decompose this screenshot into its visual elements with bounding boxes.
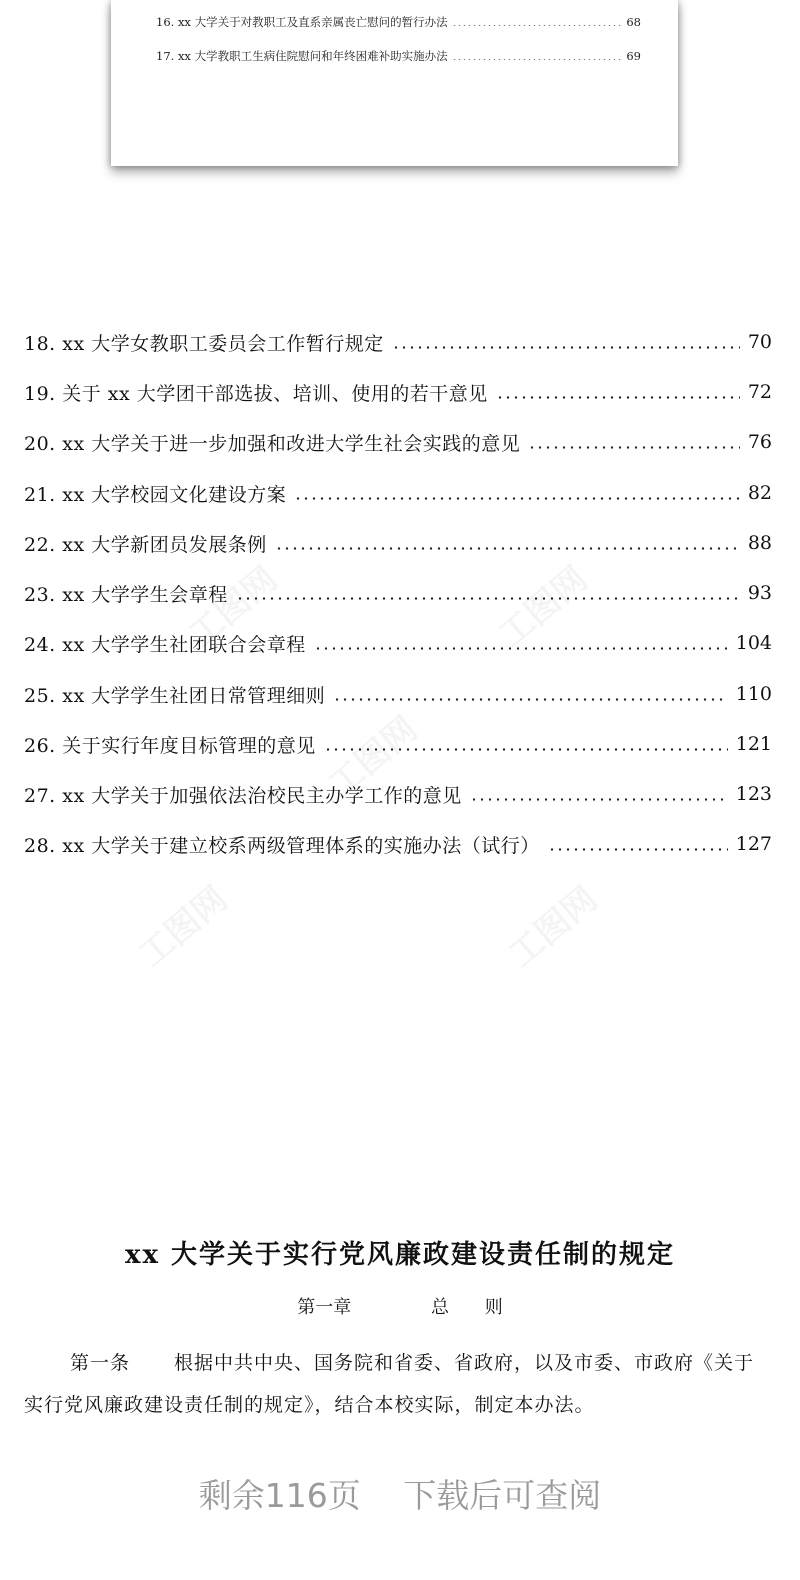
toc-entry-title: 22. xx 大学新团员发展条例: [24, 533, 267, 556]
toc-entry[interactable]: [24, 829, 772, 859]
toc-entry-title: 28. xx 大学关于建立校系两级管理体系的实施办法（试行）: [24, 834, 540, 857]
toc-entry-title: 27. xx 大学关于加强依法治校民主办学工作的意见: [24, 784, 462, 807]
toc-entry-page: 72: [747, 381, 772, 403]
dot-leader: [333, 698, 728, 701]
toc-entry[interactable]: [24, 377, 772, 407]
toc-entry-title: 20. xx 大学关于进一步加强和改进大学生社会实践的意见: [24, 432, 521, 455]
dot-leader: [236, 597, 740, 600]
dot-leader: [294, 497, 740, 500]
document-title: xx 大学关于实行党风廉政建设责任制的规定: [124, 1240, 676, 1270]
dot-leader: [392, 346, 740, 349]
toc-entry-page: 110: [735, 683, 772, 705]
dot-leader: [275, 547, 740, 550]
toc-entry[interactable]: [24, 478, 772, 508]
toc-entry-page: 93: [747, 582, 772, 604]
toc-entry[interactable]: [24, 679, 772, 709]
preview-card: [111, 0, 678, 166]
toc-entry-title: 26. 关于实行年度目标管理的意见: [24, 734, 316, 757]
watermark: [126, 873, 236, 976]
preview-toc-row: [156, 47, 641, 65]
remaining-pages-notice[interactable]: [0, 1470, 800, 1517]
dot-leader: [452, 25, 623, 26]
chapter-number: 第一章: [297, 1297, 352, 1318]
toc-entry-title: 21. xx 大学校园文化建设方案: [24, 483, 287, 506]
toc-entry[interactable]: [24, 427, 772, 457]
toc-entry-page: 68: [626, 15, 641, 29]
remaining-pages-count: 剩余116页: [198, 1476, 361, 1515]
toc-entry[interactable]: [24, 729, 772, 759]
dot-leader: [314, 647, 728, 650]
toc-entry-page: 69: [626, 49, 641, 63]
toc-entry-page: 127: [735, 833, 772, 855]
dot-leader: [470, 798, 728, 801]
toc-entry-page: 104: [735, 632, 772, 654]
toc-entry-title: 16. xx 大学关于对教职工及直系亲属丧亡慰问的暂行办法: [156, 15, 448, 29]
toc-entry-page: 82: [747, 482, 772, 504]
article-text: 根据中共中央、国务院和省委、省政府，以及市委、市政府《关于实行党风廉政建设责任制的规定》，结合本校实际，制定本办法。: [24, 1352, 755, 1416]
toc-entry[interactable]: [24, 327, 772, 357]
toc-entry-title: 25. xx 大学学生社团日常管理细则: [24, 684, 326, 707]
toc-entry-title: 24. xx 大学学生社团联合会章程: [24, 633, 306, 656]
toc-entry-title: 17. xx 大学教职工生病住院慰问和年终困难补助实施办法: [156, 49, 448, 63]
chapter-name: 总 则: [431, 1297, 503, 1318]
toc-entry[interactable]: [24, 528, 772, 558]
dot-leader: [496, 396, 740, 399]
toc-entry[interactable]: [24, 578, 772, 608]
dot-leader: [452, 59, 623, 60]
toc-entry-page: 123: [735, 783, 772, 805]
dot-leader: [548, 848, 728, 851]
toc-entry-page: 76: [747, 431, 772, 453]
toc-entry-title: 23. xx 大学学生会章程: [24, 583, 228, 606]
dot-leader: [528, 446, 740, 449]
article-paragraph: [24, 1342, 774, 1426]
toc-entry[interactable]: [24, 779, 772, 809]
dot-leader: [324, 748, 728, 751]
preview-toc-row: [156, 13, 641, 31]
toc-entry-page: 70: [747, 331, 772, 353]
chapter-heading: [0, 1293, 800, 1319]
toc-entry[interactable]: [24, 628, 772, 658]
watermark: [496, 873, 606, 976]
toc-entry-title: 19. 关于 xx 大学团干部选拔、培训、使用的若干意见: [24, 382, 488, 405]
toc-entry-page: 121: [735, 733, 772, 755]
download-hint: 下载后可查阅: [403, 1476, 602, 1515]
article-number: 第一条: [70, 1352, 131, 1374]
toc-entry-title: 18. xx 大学女教职工委员会工作暂行规定: [24, 332, 384, 355]
toc-entry-page: 88: [747, 532, 772, 554]
